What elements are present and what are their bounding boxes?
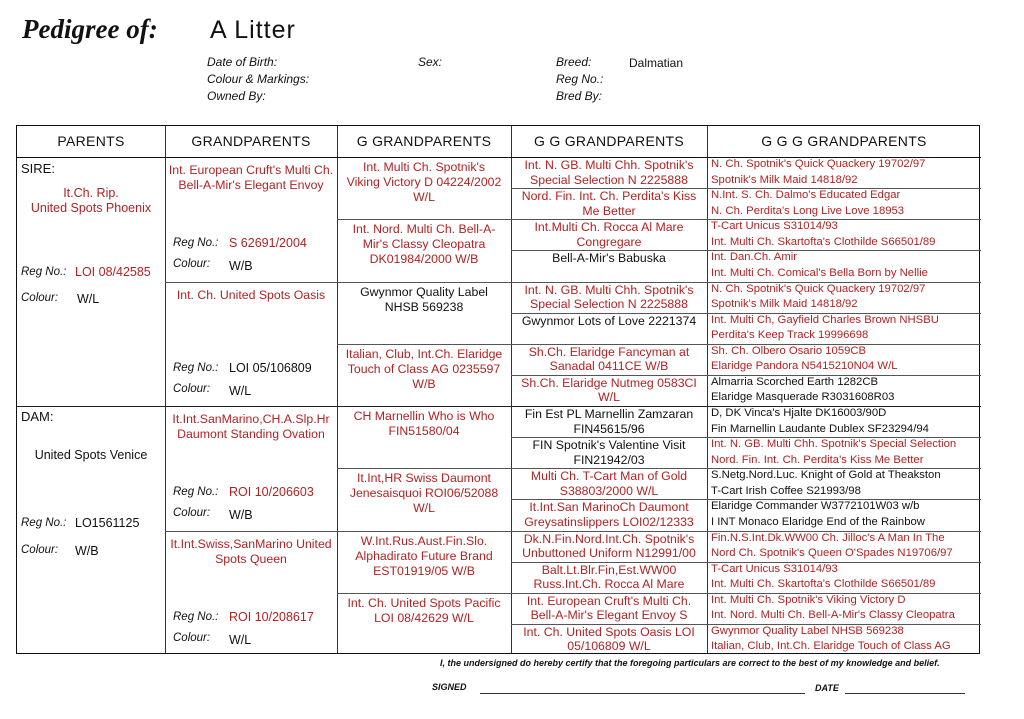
gg-grandparent-entry: Sh.Ch. Elaridge Fancyman at Sanadal 0411CE W/B: [528, 344, 690, 374]
sex-label: Sex:: [418, 55, 443, 69]
ggg-grandparent-entry: Int. Multi Ch, Gayfield Charles Brown NHSBU: [711, 313, 939, 326]
column-divider: [165, 126, 166, 653]
ggg-grandparent-entry: Int. N. GB. Multi Chh. Spotnik's Special Selection: [711, 438, 957, 451]
ggg-grandparent-entry: Int. Multi Ch. Comical's Bella Born by Nellie: [711, 266, 928, 279]
grandparent-colour-label: Colour:: [173, 631, 211, 644]
dam-reg-label: Reg No.:: [21, 517, 67, 529]
ggg-grandparent-entry: Int. Multi Ch. Skartofta's Clothilde S66501/89: [711, 235, 936, 248]
ggg-grandparent-entry: Perdita's Keep Track 19996698: [711, 329, 869, 342]
ggg-grandparent-entry: Int. Nord. Multi Ch. Bell-A-Mir's Classy Cleopatra: [711, 609, 955, 622]
grandparent-reg: ROI 10/208617: [229, 609, 314, 624]
ggg-grandparent-entry: Nord Ch. Spotnik's Queen O'Spades N19706/97: [711, 547, 953, 560]
ggg-grandparent-entry: N. Ch. Spotnik's Quick Quackery 19702/97: [711, 282, 926, 295]
ggg-grandparent-entry: Spotnik's Milk Maid 14818/92: [711, 173, 858, 186]
g-grandparent-entry: Gwynmor Quality Label NHSB 569238: [360, 284, 488, 314]
col-header-parents: PARENTS: [57, 133, 125, 149]
g-grandparent-entry: Int. Nord. Multi Ch. Bell-A-Mir's Classy Cleopatra DK01984/2000 W/B: [352, 222, 496, 267]
g-grandparent-entry: It.Int,HR Swiss Daumont Jenesaisquoi ROI06/52088 W/L: [349, 471, 499, 516]
litter-name: A Litter: [210, 16, 296, 44]
column-divider: [337, 126, 338, 653]
pedigree-table: [16, 125, 980, 654]
dob-label: Date of Birth:: [207, 55, 278, 69]
sire-reg: LOI 08/42585: [75, 265, 151, 279]
ggg-grandparent-entry: N. Ch. Perdita's Long Live Love 18953: [711, 204, 905, 217]
ggg-grandparent-entry: Spotnik's Milk Maid 14818/92: [711, 298, 858, 311]
ggg-grandparent-entry: T-Cart Unicus S31014/93: [711, 562, 838, 575]
ggg-grandparent-entry: Fin Marnellin Laudante Dublex SF23294/94: [711, 422, 929, 435]
ggg-grandparent-entry: Int. Multi Ch. Skartofta's Clothilde S66501/89: [711, 578, 936, 591]
col-header-ggg-grandparents: G G G GRANDPARENTS: [761, 133, 927, 149]
ggg-grandparent-entry: I INT Monaco Elaridge End of the Rainbow: [711, 515, 925, 528]
ggg-grandparent-entry: T-Cart Unicus S31014/93: [711, 220, 838, 233]
dam-reg: LO1561125: [75, 516, 140, 530]
certification-statement: I, the undersigned do hereby certify that the foregoing particulars are correct to the best of my knowledge and belief.: [440, 658, 940, 668]
grandparent-colour: W/L: [229, 383, 252, 398]
g-grandparent-entry: Italian, Club, Int.Ch. Elaridge Touch of Class AG 0235597 W/B: [345, 346, 503, 391]
grandparent-name: It.Int.SanMarino,CH.A.Slp.Hr Daumont Standing Ovation: [172, 412, 330, 441]
grandparent-reg-label: Reg No.:: [173, 361, 219, 374]
ggg-grandparent-entry: Elaridge Masquerade R3031608R03: [711, 391, 895, 404]
date-label: DATE: [815, 683, 839, 693]
ggg-grandparent-entry: Sh. Ch. Olbero Osario 1059CB: [711, 344, 867, 357]
grandparent-name: Int. Ch. United Spots Oasis: [176, 287, 326, 302]
g-grandparent-entry: W.Int.Rus.Aust.Fin.Slo. Alphadirato Future Brand EST01919/05 W/B: [355, 533, 493, 578]
grandparent-reg: LOI 05/106809: [229, 360, 312, 375]
grandparent-colour-label: Colour:: [173, 507, 211, 519]
g-grandparent-entry: Int. Multi Ch. Spotnik's Viking Victory D 04224/2002 W/L: [346, 160, 502, 204]
ggg-grandparent-entry: Int. Dan.Ch. Amir: [711, 251, 798, 264]
grandparent-colour: W/L: [229, 632, 252, 647]
col-header-grandparents: GRANDPARENTS: [191, 133, 311, 149]
sire-name: It.Ch. Rip. United Spots Phoenix: [30, 186, 152, 215]
date-line[interactable]: [845, 693, 965, 694]
sire-reg-label: Reg No.:: [21, 266, 67, 278]
dam-label: DAM:: [21, 409, 54, 424]
gg-grandparent-entry: Multi Ch. T-Cart Man of Gold S38803/2000 W/L: [530, 469, 688, 498]
signed-label: SIGNED: [432, 682, 467, 692]
ggg-grandparent-entry: D, DK Vinca's Hjalte DK16003/90D: [711, 407, 887, 419]
gg-grandparent-entry: Int. N. GB. Multi Chh. Spotnik's Special Selection N 2225888: [524, 282, 694, 311]
gg-grandparent-entry: Nord. Fin. Int. Ch. Perdita's Kiss Me Better: [521, 189, 697, 218]
dam-colour-label: Colour:: [21, 544, 59, 556]
grandparent-colour-label: Colour:: [173, 258, 211, 270]
breed-value: Dalmatian: [629, 56, 684, 70]
col-header-g-grandparents: G GRANDPARENTS: [356, 133, 492, 149]
g-grandparent-entry: Int. Ch. United Spots Pacific LOI 08/42629 W/L: [347, 595, 501, 625]
ggg-grandparent-entry: Elaridge Commander W3772101W03 w/b: [711, 500, 920, 513]
grandparent-colour: W/B: [229, 508, 253, 522]
sire-colour-label: Colour:: [21, 292, 59, 304]
signature-line[interactable]: [480, 693, 805, 694]
ggg-grandparent-entry: S.Netg.Nord.Luc. Knight of Gold at Theakston: [711, 469, 941, 482]
pedigree-title: Pedigree of:: [22, 14, 158, 44]
reg-no-label: Reg No.:: [556, 72, 604, 86]
ggg-grandparent-entry: Int. Multi Ch. Spotnik's Viking Victory D: [711, 593, 906, 606]
grandparent-reg-label: Reg No.:: [173, 610, 219, 623]
grandparent-name: It.Int.Swiss,SanMarino United Spots Queen: [170, 536, 332, 566]
gg-grandparent-entry: Int. European Cruft's Multi Ch. Bell-A-Mir's Elegant Envoy S: [526, 593, 692, 623]
colour-markings-label: Colour & Markings:: [207, 72, 310, 86]
gg-grandparent-entry: Dk.N.Fin.Nord.Int.Ch. Spotnik's Unbuttoned Uniform N12991/00: [522, 531, 696, 560]
ggg-grandparent-entry: Almarria Scorched Earth 1282CB: [711, 375, 879, 388]
g-grandparent-entry: CH Marnellin Who is Who FIN51580/04: [353, 409, 495, 438]
gg-grandparent-entry: Gwynmor Lots of Love 2221374: [521, 313, 697, 328]
ggg-grandparent-entry: Italian, Club, Int.Ch. Elaridge Touch of Class AG: [711, 640, 951, 653]
gg-grandparent-entry: Sh.Ch. Elaridge Nutmeg 0583CI W/L: [521, 375, 697, 405]
grandparent-colour: W/B: [229, 259, 253, 273]
ggg-grandparent-entry: T-Cart Irish Coffee S21993/98: [711, 484, 861, 497]
breed-label: Breed:: [556, 55, 592, 69]
gg-grandparent-entry: Bell-A-Mir's Babuska: [552, 251, 666, 266]
grandparent-reg-label: Reg No.:: [173, 237, 219, 249]
gg-grandparent-entry: Int.Multi Ch. Rocca Al Mare Congregare: [534, 220, 684, 249]
ggg-grandparent-entry: N.Int. S. Ch. Dalmo's Educated Edgar: [711, 189, 901, 202]
gg-grandparent-entry: Int. Ch. United Spots Oasis LOI 05/106809 W/L: [523, 624, 695, 654]
dam-colour: W/B: [75, 544, 99, 558]
col-header-gg-grandparents: G G GRANDPARENTS: [533, 133, 684, 149]
grandparent-reg: S 62691/2004: [229, 236, 307, 250]
grandparent-reg-label: Reg No.:: [173, 486, 219, 498]
gg-grandparent-entry: Fin Est PL Marnellin Zamzaran FIN45615/96: [524, 407, 694, 436]
ggg-grandparent-entry: Gwynmor Quality Label NHSB 569238: [711, 624, 904, 637]
grandparent-reg: ROI 10/206603: [229, 485, 314, 499]
ggg-grandparent-entry: Fin.N.S.Int.Dk.WW00 Ch. Jilloc's A Man In The: [711, 531, 945, 544]
gg-grandparent-entry: FIN Spotnik's Valentine Visit FIN21942/03: [532, 438, 686, 467]
gg-grandparent-entry: It.Int.San MarinoCh Daumont Greysatinslippers LOI02/12333: [524, 500, 694, 529]
sire-colour: W/L: [77, 292, 100, 306]
grandparent-name: Int. European Cruft's Multi Ch. Bell-A-Mir's Elegant Envoy: [168, 163, 334, 192]
grandparent-colour-label: Colour:: [173, 382, 211, 395]
sire-label: SIRE:: [21, 161, 55, 176]
ggg-grandparent-entry: Elaridge Pandora N5415210N04 W/L: [711, 360, 898, 373]
ggg-grandparent-entry: Nord. Fin. Int. Ch. Perdita's Kiss Me Better: [711, 453, 924, 466]
dam-name: United Spots Venice: [34, 448, 148, 462]
bred-by-label: Bred By:: [556, 89, 603, 103]
ggg-grandparent-entry: N. Ch. Spotnik's Quick Quackery 19702/97: [711, 158, 926, 170]
gg-grandparent-entry: Int. N. GB. Multi Chh. Spotnik's Special Selection N 2225888: [524, 158, 694, 187]
column-divider: [511, 126, 512, 653]
owned-by-label: Owned By:: [207, 89, 266, 103]
gg-grandparent-entry: Balt.Lt.Blr.Fin,Est.WW00 Russ.Int.Ch. Rocca Al Mare: [533, 562, 685, 592]
